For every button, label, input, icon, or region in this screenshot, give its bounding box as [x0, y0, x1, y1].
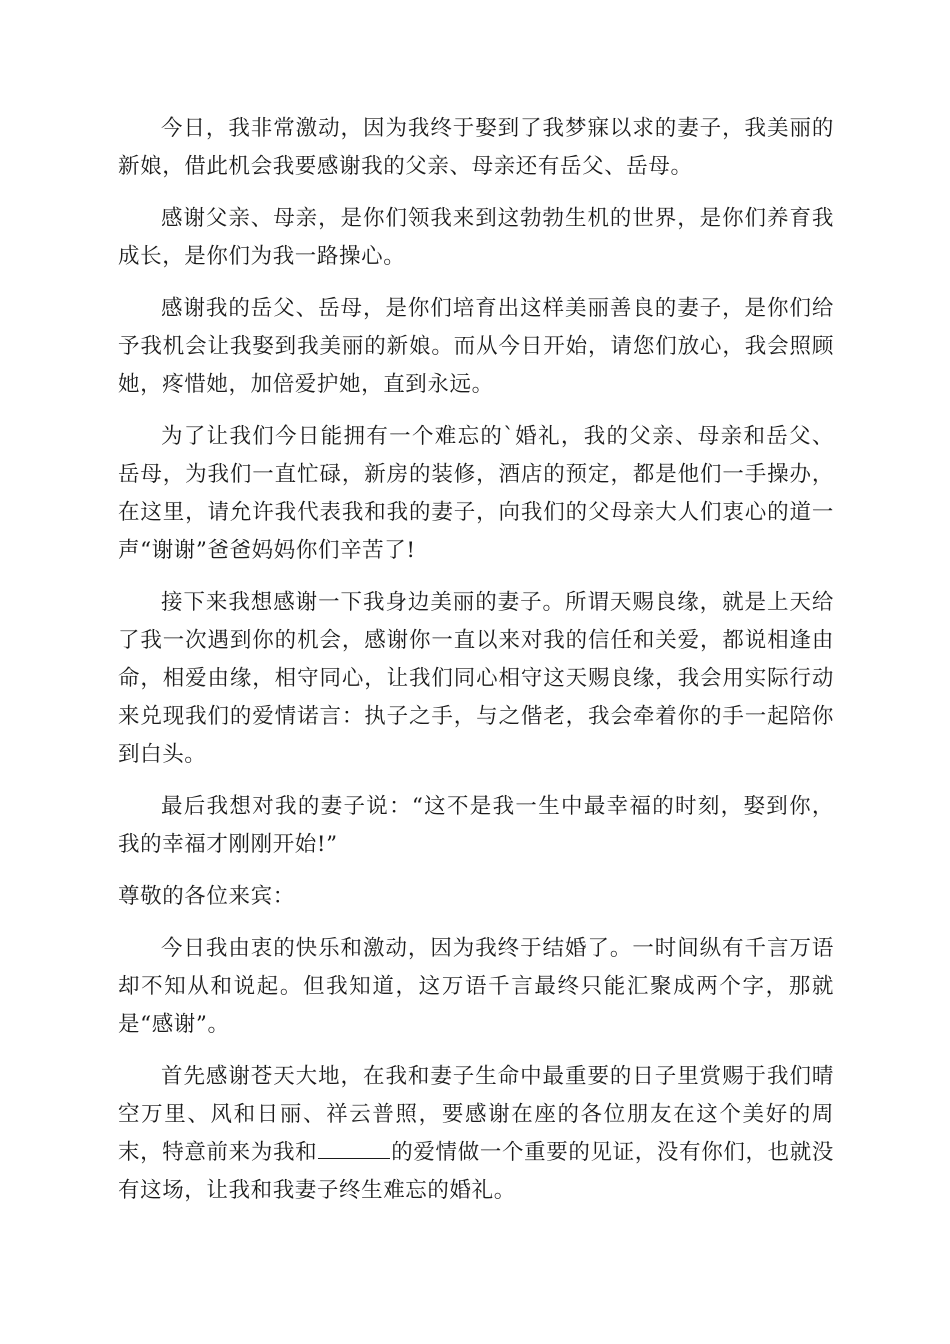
paragraph-thanks-wife: 接下来我想感谢一下我身边美丽的妻子。所谓天赐良缘，就是上天给了我一次遇到你的机会，感谢你一直以来对我的信任和关爱，都说相逢由命，相爱由缘，相守同心，让我们同心相守这天赐良缘，我会用实际行动来兑现我们的爱情诺言：执子之手，与之偕老，我会牵着你的手一起陪你到白头。: [118, 590, 834, 767]
salutation: 尊敬的各位来宾：: [118, 884, 295, 909]
paragraph-thanks-guests: [118, 1058, 834, 1210]
paragraph-thanks-wedding-prep: 为了让我们今日能拥有一个难忘的`婚礼，我的父亲、母亲和岳父、岳母，为我们一直忙碌，新房的装修，酒店的预定，都是他们一手操办，在这里，请允许我代表我和我的妻子，向我们的父母亲大人们衷心的道一声“谢谢”爸爸妈妈你们辛苦了!: [118, 424, 834, 563]
paragraph-thanks-own-parents: 感谢父亲、母亲，是你们领我来到这勃勃生机的世界，是你们养育我成长，是你们为我一路操心。: [118, 206, 834, 269]
document-body: [118, 110, 834, 1224]
paragraph-gratitude: 今日我由衷的快乐和激动，因为我终于结婚了。一时间纵有千言万语却不知从和说起。但我知道，这万语千言最终只能汇聚成两个字，那就是“感谢”。: [118, 936, 834, 1037]
fill-in-blank: [318, 1136, 390, 1159]
paragraph-words-to-wife: 最后我想对我的妻子说：“这不是我一生中最幸福的时刻，娶到你，我的幸福才刚刚开始!”: [118, 794, 834, 857]
paragraph-text-after-blank: 的爱情做一个重要的见证，没有你们，也就没有这场，让我和我妻子终生难忘的婚礼。: [118, 1140, 834, 1203]
paragraph-thanks-in-laws: 感谢我的岳父、岳母，是你们培育出这样美丽善良的妻子，是你们给予我机会让我娶到我美丽的新娘。而从今日开始，请您们放心，我会照顾她，疼惜她，加倍爱护她，直到永远。: [118, 296, 834, 397]
paragraph-text-before-blank: 首先感谢苍天大地，在我和妻子生命中最重要的日子里赏赐于我们晴空万里、风和日丽、祥云普照，要感谢在座的各位朋友在这个美好的周末，特意前来为我和: [118, 1064, 834, 1165]
paragraph-thanks-parents-intro: 今日，我非常激动，因为我终于娶到了我梦寐以求的妻子，我美丽的新娘，借此机会我要感谢我的父亲、母亲还有岳父、岳母。: [118, 116, 834, 179]
